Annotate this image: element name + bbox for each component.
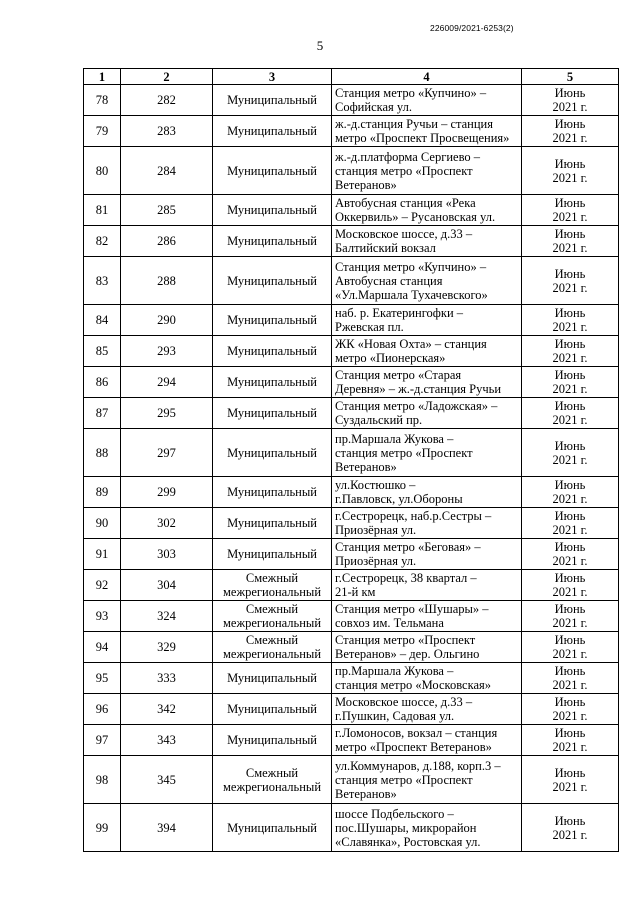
route-type-line: Смежный: [245, 571, 299, 585]
route-type-line: Муниципальный: [227, 406, 317, 420]
start-date-line: 2021 г.: [552, 827, 588, 842]
route-type-cell: [213, 195, 332, 226]
route-number-cell: 342: [121, 694, 213, 725]
start-date-cell: [522, 305, 619, 336]
route-path-line: г.Павловск, ул.Обороны: [335, 492, 463, 506]
route-type-line: Муниципальный: [227, 234, 317, 248]
route-number-cell: 302: [121, 508, 213, 539]
route-path-line: Станция метро «Шушары» –: [335, 602, 489, 616]
route-type-line: межрегиональный: [222, 585, 322, 599]
route-path-line: Приозёрная ул.: [335, 523, 417, 537]
start-date-line: Июнь: [554, 509, 586, 523]
route-type-cell: [213, 116, 332, 147]
route-path-line: ул.Коммунаров, д.188, корп.3 –: [335, 758, 501, 773]
route-path-line: пр.Маршала Жукова –: [335, 664, 454, 678]
route-path-line: метро «Проспект Просвещения»: [335, 131, 510, 145]
route-number-cell: 345: [121, 756, 213, 804]
route-type-line: Муниципальный: [227, 163, 317, 178]
route-number-cell: 299: [121, 477, 213, 508]
start-date-cell: [522, 756, 619, 804]
start-date-line: Июнь: [554, 726, 586, 740]
route-type-cell: [213, 367, 332, 398]
start-date-line: 2021 г.: [552, 585, 588, 599]
start-date-line: 2021 г.: [552, 779, 588, 794]
route-number-cell: 283: [121, 116, 213, 147]
route-type-line: Муниципальный: [227, 820, 317, 835]
start-date-line: Июнь: [554, 438, 586, 453]
start-date-cell: [522, 663, 619, 694]
route-path-line: станция метро «Проспект: [335, 445, 473, 460]
route-type-line: Муниципальный: [227, 203, 317, 217]
route-path-line: Московское шоссе, д.33 –: [335, 695, 473, 709]
route-type-cell: [213, 305, 332, 336]
table-row: [84, 257, 619, 305]
route-path-line: Ветеранов» – дер. Ольгино: [335, 647, 480, 661]
table-row: [84, 147, 619, 195]
row-number-cell: 83: [84, 257, 121, 305]
start-date-cell: [522, 694, 619, 725]
route-path-cell: [332, 398, 522, 429]
start-date-line: Июнь: [554, 266, 586, 281]
row-number-cell: 79: [84, 116, 121, 147]
table-row: [84, 336, 619, 367]
start-date-line: 2021 г.: [552, 523, 588, 537]
start-date-line: Июнь: [554, 664, 586, 678]
start-date-line: Июнь: [554, 695, 586, 709]
row-number-cell: 99: [84, 804, 121, 852]
start-date-cell: [522, 477, 619, 508]
route-path-line: пос.Шушары, микрорайон: [335, 820, 477, 835]
row-number-cell: 95: [84, 663, 121, 694]
row-number-cell: 90: [84, 508, 121, 539]
start-date-line: 2021 г.: [552, 452, 588, 467]
route-path-line: Московское шоссе, д.33 –: [335, 227, 473, 241]
start-date-cell: [522, 336, 619, 367]
route-path-line: Ветеранов»: [335, 177, 397, 192]
route-number-cell: 295: [121, 398, 213, 429]
start-date-line: Июнь: [554, 368, 586, 382]
column-header-2: 2: [121, 69, 213, 85]
start-date-line: Июнь: [554, 227, 586, 241]
route-number-cell: 290: [121, 305, 213, 336]
route-path-cell: [332, 804, 522, 852]
table-row: [84, 570, 619, 601]
table-row: [84, 116, 619, 147]
start-date-line: 2021 г.: [552, 709, 588, 723]
table-row: [84, 725, 619, 756]
route-number-cell: 303: [121, 539, 213, 570]
route-type-line: Муниципальный: [227, 547, 317, 561]
route-number-cell: 304: [121, 570, 213, 601]
route-path-line: Станция метро «Купчино» –: [335, 259, 487, 274]
route-path-line: ж.-д.платформа Сергиево –: [335, 149, 481, 164]
route-path-line: шоссе Подбельского –: [335, 806, 454, 821]
start-date-line: 2021 г.: [552, 320, 588, 334]
route-type-cell: [213, 601, 332, 632]
route-type-cell: [213, 429, 332, 477]
route-type-line: межрегиональный: [222, 616, 322, 630]
route-type-cell: [213, 257, 332, 305]
start-date-line: 2021 г.: [552, 280, 588, 295]
row-number-cell: 80: [84, 147, 121, 195]
route-path-cell: [332, 663, 522, 694]
table-row: [84, 804, 619, 852]
start-date-line: Июнь: [554, 602, 586, 616]
route-path-cell: [332, 601, 522, 632]
start-date-cell: [522, 804, 619, 852]
route-path-line: Станция метро «Старая: [335, 368, 462, 382]
row-number-cell: 93: [84, 601, 121, 632]
row-number-cell: 87: [84, 398, 121, 429]
route-number-cell: 343: [121, 725, 213, 756]
route-number-cell: 284: [121, 147, 213, 195]
route-path-line: Деревня» – ж.-д.станция Ручьи: [335, 382, 502, 396]
route-type-cell: [213, 663, 332, 694]
route-path-line: ул.Костюшко –: [335, 478, 416, 492]
route-type-cell: [213, 725, 332, 756]
route-number-cell: 286: [121, 226, 213, 257]
route-type-cell: [213, 694, 332, 725]
route-path-line: «Ул.Маршала Тухачевского»: [335, 287, 488, 302]
route-type-line: Смежный: [245, 602, 299, 616]
start-date-line: Июнь: [554, 540, 586, 554]
route-type-cell: [213, 226, 332, 257]
start-date-cell: [522, 632, 619, 663]
start-date-line: 2021 г.: [552, 554, 588, 568]
route-type-line: Муниципальный: [227, 375, 317, 389]
row-number-cell: 89: [84, 477, 121, 508]
route-path-cell: [332, 477, 522, 508]
route-path-line: Станция метро «Проспект: [335, 633, 476, 647]
route-path-line: г.Сестрорецк, наб.р.Сестры –: [335, 509, 492, 523]
table-row: [84, 195, 619, 226]
start-date-cell: [522, 601, 619, 632]
route-path-cell: [332, 195, 522, 226]
route-path-line: 21-й км: [335, 585, 376, 599]
route-path-line: Приозёрная ул.: [335, 554, 417, 568]
route-type-line: Муниципальный: [227, 671, 317, 685]
route-path-line: г.Ломоносов, вокзал – станция: [335, 726, 498, 740]
start-date-line: Июнь: [554, 156, 586, 171]
route-type-cell: [213, 336, 332, 367]
route-path-cell: [332, 508, 522, 539]
start-date-cell: [522, 195, 619, 226]
start-date-line: Июнь: [554, 399, 586, 413]
route-path-cell: [332, 367, 522, 398]
start-date-cell: [522, 725, 619, 756]
route-path-line: Ветеранов»: [335, 786, 397, 801]
route-path-cell: [332, 570, 522, 601]
start-date-line: 2021 г.: [552, 170, 588, 185]
row-number-cell: 94: [84, 632, 121, 663]
table-row: [84, 477, 619, 508]
route-path-line: Станция метро «Купчино» –: [335, 86, 487, 100]
table-row: [84, 632, 619, 663]
route-path-line: ЖК «Новая Охта» – станция: [335, 337, 487, 351]
route-number-cell: 294: [121, 367, 213, 398]
row-number-cell: 91: [84, 539, 121, 570]
row-number-cell: 78: [84, 85, 121, 116]
route-path-cell: [332, 116, 522, 147]
route-number-cell: 285: [121, 195, 213, 226]
row-number-cell: 92: [84, 570, 121, 601]
table-body: [84, 85, 619, 852]
route-number-cell: 282: [121, 85, 213, 116]
route-number-cell: 288: [121, 257, 213, 305]
row-number-cell: 96: [84, 694, 121, 725]
route-number-cell: 297: [121, 429, 213, 477]
route-path-cell: [332, 147, 522, 195]
route-path-cell: [332, 632, 522, 663]
route-type-line: Муниципальный: [227, 445, 317, 460]
column-header-4: 4: [332, 69, 522, 85]
route-number-cell: 333: [121, 663, 213, 694]
route-type-cell: [213, 756, 332, 804]
start-date-line: 2021 г.: [552, 647, 588, 661]
start-date-line: Июнь: [554, 196, 586, 210]
route-path-line: Автобусная станция: [335, 273, 443, 288]
route-type-cell: [213, 147, 332, 195]
column-header-1: 1: [84, 69, 121, 85]
route-number-cell: 293: [121, 336, 213, 367]
route-number-cell: 394: [121, 804, 213, 852]
route-type-line: Муниципальный: [227, 93, 317, 107]
route-path-line: Балтийский вокзал: [335, 241, 436, 255]
table-row: [84, 756, 619, 804]
start-date-cell: [522, 147, 619, 195]
route-type-line: межрегиональный: [222, 647, 322, 661]
route-path-cell: [332, 694, 522, 725]
route-path-line: Ржевская пл.: [335, 320, 404, 334]
start-date-line: 2021 г.: [552, 241, 588, 255]
start-date-line: Июнь: [554, 765, 586, 780]
start-date-cell: [522, 398, 619, 429]
start-date-line: 2021 г.: [552, 382, 588, 396]
start-date-line: Июнь: [554, 117, 586, 131]
route-path-line: г.Пушкин, Садовая ул.: [335, 709, 455, 723]
route-path-line: станция метро «Московская»: [335, 678, 492, 692]
start-date-line: 2021 г.: [552, 492, 588, 506]
route-path-line: Станция метро «Ладожская» –: [335, 399, 498, 413]
route-path-line: Оккервиль» – Русановская ул.: [335, 210, 496, 224]
start-date-cell: [522, 367, 619, 398]
route-path-line: станция метро «Проспект: [335, 772, 473, 787]
route-path-cell: [332, 257, 522, 305]
route-type-line: Муниципальный: [227, 516, 317, 530]
start-date-cell: [522, 508, 619, 539]
row-number-cell: 84: [84, 305, 121, 336]
route-path-cell: [332, 539, 522, 570]
route-path-line: метро «Пионерская»: [335, 351, 446, 365]
route-number-cell: 324: [121, 601, 213, 632]
page-number: 5: [316, 38, 324, 53]
route-type-cell: [213, 477, 332, 508]
routes-table: [83, 68, 619, 852]
route-type-cell: [213, 632, 332, 663]
start-date-line: 2021 г.: [552, 351, 588, 365]
route-path-line: г.Сестрорецк, 38 квартал –: [335, 571, 477, 585]
route-path-cell: [332, 305, 522, 336]
start-date-line: Июнь: [554, 478, 586, 492]
start-date-line: 2021 г.: [552, 100, 588, 114]
start-date-line: 2021 г.: [552, 131, 588, 145]
table-row: [84, 601, 619, 632]
route-type-line: Муниципальный: [227, 702, 317, 716]
row-number-cell: 82: [84, 226, 121, 257]
route-type-line: Муниципальный: [227, 313, 317, 327]
start-date-line: Июнь: [554, 306, 586, 320]
route-type-cell: [213, 804, 332, 852]
row-number-cell: 81: [84, 195, 121, 226]
table-row: [84, 398, 619, 429]
start-date-line: 2021 г.: [552, 210, 588, 224]
route-path-line: Суздальский пр.: [335, 413, 423, 427]
route-type-line: Муниципальный: [227, 273, 317, 288]
route-path-cell: [332, 226, 522, 257]
route-path-line: «Славянка», Ростовская ул.: [335, 834, 481, 849]
column-header-3: 3: [213, 69, 332, 85]
row-number-cell: 97: [84, 725, 121, 756]
route-path-line: наб. р. Екатерингофки –: [335, 306, 464, 320]
start-date-line: Июнь: [554, 571, 586, 585]
route-path-line: ж.-д.станция Ручьи – станция: [335, 117, 493, 131]
route-type-cell: [213, 570, 332, 601]
route-path-line: Ветеранов»: [335, 459, 397, 474]
route-type-cell: [213, 398, 332, 429]
route-path-line: Станция метро «Беговая» –: [335, 540, 481, 554]
route-path-line: станция метро «Проспект: [335, 163, 473, 178]
table-row: [84, 429, 619, 477]
route-path-line: метро «Проспект Ветеранов»: [335, 740, 492, 754]
start-date-line: 2021 г.: [552, 678, 588, 692]
route-type-line: Муниципальный: [227, 124, 317, 138]
row-number-cell: 98: [84, 756, 121, 804]
start-date-cell: [522, 539, 619, 570]
start-date-cell: [522, 570, 619, 601]
table-row: [84, 694, 619, 725]
route-path-cell: [332, 336, 522, 367]
start-date-cell: [522, 226, 619, 257]
route-type-cell: [213, 508, 332, 539]
start-date-line: 2021 г.: [552, 413, 588, 427]
start-date-cell: [522, 429, 619, 477]
route-path-cell: [332, 756, 522, 804]
table-row: [84, 663, 619, 694]
table-row: [84, 226, 619, 257]
route-type-cell: [213, 85, 332, 116]
document-registration-number: 226009/2021-6253(2): [430, 23, 514, 33]
route-path-cell: [332, 429, 522, 477]
start-date-line: 2021 г.: [552, 740, 588, 754]
route-number-cell: 329: [121, 632, 213, 663]
route-path-line: Софийская ул.: [335, 100, 412, 114]
start-date-line: Июнь: [554, 633, 586, 647]
start-date-line: 2021 г.: [552, 616, 588, 630]
route-type-line: Муниципальный: [227, 485, 317, 499]
row-number-cell: 86: [84, 367, 121, 398]
route-path-cell: [332, 85, 522, 116]
table-row: [84, 508, 619, 539]
route-type-line: Муниципальный: [227, 344, 317, 358]
route-path-line: Автобусная станция «Река: [335, 196, 476, 210]
column-header-5: 5: [522, 69, 619, 85]
route-type-line: Смежный: [245, 765, 299, 780]
route-path-line: пр.Маршала Жукова –: [335, 431, 454, 446]
row-number-cell: 88: [84, 429, 121, 477]
start-date-line: Июнь: [554, 337, 586, 351]
start-date-cell: [522, 116, 619, 147]
start-date-cell: [522, 85, 619, 116]
row-number-cell: 85: [84, 336, 121, 367]
start-date-cell: [522, 257, 619, 305]
route-type-line: Муниципальный: [227, 733, 317, 747]
table-row: [84, 305, 619, 336]
route-type-cell: [213, 539, 332, 570]
route-path-cell: [332, 725, 522, 756]
start-date-line: Июнь: [554, 86, 586, 100]
table-header-row: [84, 69, 619, 85]
start-date-line: Июнь: [554, 813, 586, 828]
route-type-line: Смежный: [245, 633, 299, 647]
table-row: [84, 539, 619, 570]
table-row: [84, 367, 619, 398]
route-type-line: межрегиональный: [222, 779, 322, 794]
table-row: [84, 85, 619, 116]
route-path-line: совхоз им. Тельмана: [335, 616, 444, 630]
